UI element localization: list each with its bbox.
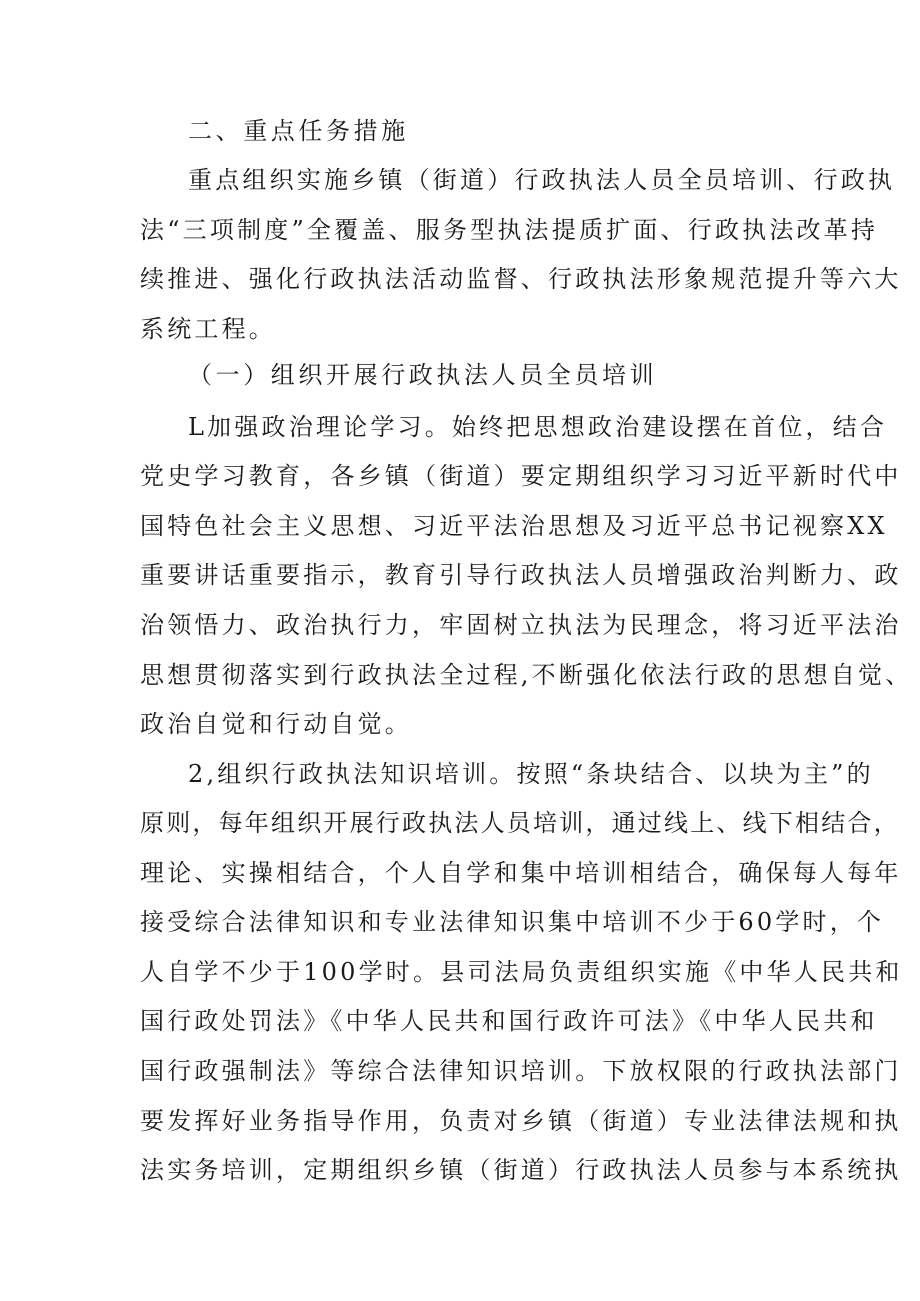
paragraph-line: 法“三项制度”全覆盖、服务型执法提质扩面、行政执法改革持 bbox=[140, 216, 879, 244]
paragraph-line: 国行政处罚法》《中华人民共和国行政许可法》《中华人民共和 bbox=[140, 1007, 878, 1035]
paragraph-line: 接受综合法律知识和专业法律知识集中培训不少于60学时，个 bbox=[140, 908, 885, 936]
paragraph-line: 要发挥好业务指导作用，负责对乡镇（街道）专业法律法规和执 bbox=[140, 1107, 902, 1135]
paragraph-line: 2,组织行政执法知识培训。按照“条块结合、以块为主”的 bbox=[188, 760, 874, 788]
paragraph-line: 国行政强制法》等综合法律知识培训。下放权限的行政执法部门 bbox=[140, 1057, 902, 1085]
paragraph-line: L加强政治理论学习。始终把思想政治建设摆在首位，结合 bbox=[188, 413, 888, 441]
paragraph-line: 党史学习教育，各乡镇（街道）要定期组织学习习近平新时代中 bbox=[140, 462, 902, 490]
paragraph-line: 法实务培训，定期组织乡镇（街道）行政执法人员参与本系统执 bbox=[140, 1156, 902, 1184]
subsection-heading: （一）组织开展行政执法人员全员培训 bbox=[188, 361, 658, 389]
paragraph-line: 原则，每年组织开展行政执法人员培训，通过线上、线下相结合， bbox=[140, 809, 900, 837]
paragraph-line: 理论、实操相结合，个人自学和集中培训相结合，确保每人每年 bbox=[140, 859, 902, 887]
paragraph-line: 治领悟力、政治执行力，牢固树立执法为民理念，将习近平法治 bbox=[140, 611, 902, 639]
paragraph-line: 思想贯彻落实到行政执法全过程,不断强化依法行政的思想自觉、 bbox=[140, 661, 913, 689]
paragraph-line: 重要讲话重要指示，教育引导行政执法人员增强政治判断力、政 bbox=[140, 561, 902, 589]
paragraph-line: 国特色社会主义思想、习近平法治思想及习近平总书记视察XX bbox=[140, 512, 888, 540]
section-heading: 二、重点任务措施 bbox=[188, 117, 409, 145]
paragraph-line: 政治自觉和行动自觉。 bbox=[140, 710, 412, 738]
paragraph-line: 系统工程。 bbox=[140, 315, 276, 343]
paragraph-line: 人自学不少于100学时。县司法局负责组织实施《中华人民共和 bbox=[140, 958, 903, 986]
paragraph-line: 续推进、强化行政执法活动监督、行政执法形象规范提升等六大 bbox=[140, 265, 902, 293]
paragraph-line: 重点组织实施乡镇（街道）行政执法人员全员培训、行政执 bbox=[188, 166, 896, 194]
